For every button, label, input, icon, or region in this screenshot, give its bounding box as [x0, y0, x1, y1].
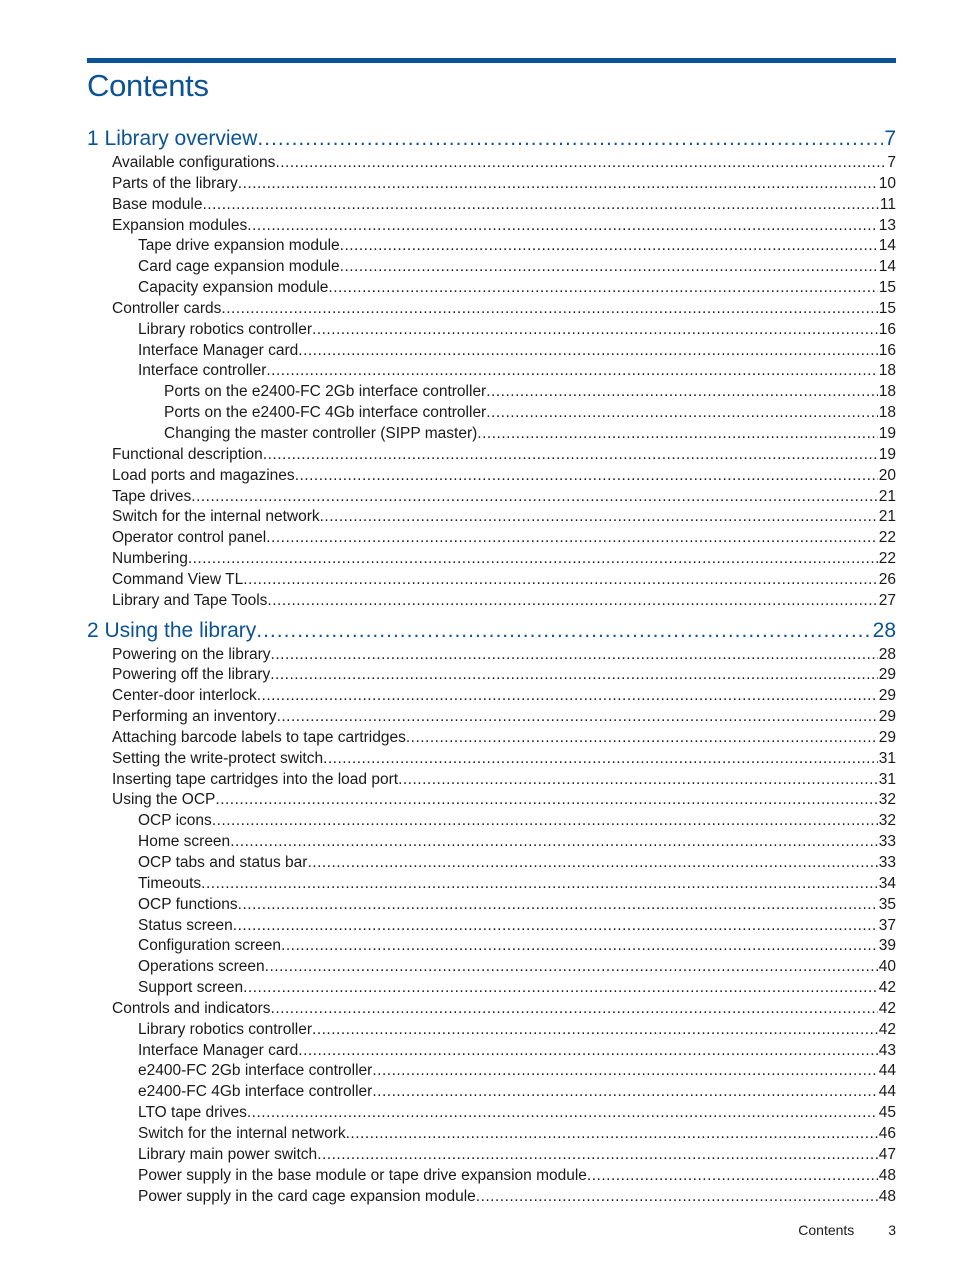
- toc-dot-leader: [340, 236, 878, 257]
- toc-dot-leader: [346, 1124, 878, 1145]
- toc-entry-title: Operations screen: [138, 958, 265, 976]
- footer-section-label: Contents: [798, 1222, 855, 1238]
- toc-dot-leader: [587, 1166, 878, 1187]
- toc-entry-title: Operator control panel: [112, 529, 267, 547]
- table-of-contents: [87, 120, 896, 1207]
- toc-dot-leader: [230, 832, 878, 853]
- toc-dot-leader: [295, 466, 878, 487]
- toc-dot-leader: [202, 195, 878, 216]
- toc-dot-leader: [317, 1145, 878, 1166]
- toc-entry-title: LTO tape drives: [138, 1104, 247, 1122]
- toc-entry[interactable]: [87, 936, 896, 957]
- toc-dot-leader: [298, 341, 877, 362]
- toc-entry[interactable]: [87, 1187, 896, 1208]
- toc-dot-leader: [307, 853, 877, 874]
- toc-entry-page: 7: [887, 154, 896, 171]
- toc-entry[interactable]: [87, 874, 896, 895]
- toc-dot-leader: [238, 174, 878, 195]
- toc-entry[interactable]: [87, 591, 896, 612]
- toc-entry-title: Library robotics controller: [138, 1020, 313, 1038]
- toc-entry[interactable]: [87, 487, 896, 508]
- toc-dot-leader: [320, 507, 878, 528]
- toc-entry[interactable]: [87, 853, 896, 874]
- toc-dot-leader: [275, 153, 886, 174]
- toc-entry-page: 21: [878, 487, 896, 505]
- toc-dot-leader: [312, 320, 878, 341]
- toc-dot-leader: [266, 361, 877, 382]
- toc-entry-page: 21: [878, 508, 896, 526]
- toc-entry-page: 18: [878, 383, 896, 401]
- toc-entry[interactable]: [87, 382, 896, 403]
- toc-entry[interactable]: [87, 978, 896, 999]
- toc-entry-page: 34: [878, 874, 896, 892]
- header-rule: [87, 58, 896, 63]
- toc-dot-leader: [266, 528, 878, 549]
- toc-dot-leader: [257, 125, 883, 153]
- toc-dot-leader: [215, 790, 877, 811]
- toc-entry-page: 15: [878, 299, 896, 317]
- toc-entry[interactable]: [87, 728, 896, 749]
- toc-entry[interactable]: [87, 278, 896, 299]
- toc-entry-page: 7: [884, 127, 896, 150]
- toc-entry-title: Using the OCP: [112, 791, 216, 809]
- toc-entry-title: Setting the write-protect switch: [112, 749, 324, 767]
- toc-entry-page: 46: [878, 1124, 896, 1142]
- toc-entry[interactable]: [87, 570, 896, 591]
- toc-entry-page: 14: [878, 237, 896, 255]
- toc-entry-page: 37: [878, 916, 896, 934]
- toc-entry-title: Performing an inventory: [112, 708, 277, 726]
- toc-entry-page: 15: [878, 279, 896, 297]
- toc-entry[interactable]: [87, 665, 896, 686]
- toc-entry-title: Timeouts: [138, 874, 202, 892]
- toc-entry-page: 11: [879, 195, 896, 213]
- toc-entry-page: 16: [878, 341, 896, 359]
- toc-entry-page: 22: [878, 550, 896, 568]
- toc-dot-leader: [247, 1103, 878, 1124]
- toc-entry-page: 18: [878, 362, 896, 380]
- toc-entry[interactable]: [87, 1124, 896, 1145]
- toc-entry[interactable]: [87, 999, 896, 1020]
- toc-entry[interactable]: [87, 216, 896, 237]
- toc-entry-page: 32: [878, 812, 896, 830]
- toc-entry-title: Center-door interlock: [112, 687, 257, 705]
- toc-entry[interactable]: [87, 811, 896, 832]
- toc-entry-title: Numbering: [112, 550, 188, 568]
- toc-entry-title: Ports on the e2400-FC 4Gb interface controller: [164, 404, 487, 422]
- toc-entry-page: 28: [878, 645, 896, 663]
- toc-entry[interactable]: [87, 549, 896, 570]
- toc-entry[interactable]: [87, 957, 896, 978]
- toc-entry-page: 31: [878, 770, 896, 788]
- toc-entry-page: 39: [878, 937, 896, 955]
- toc-dot-leader: [201, 874, 878, 895]
- toc-entry-page: 22: [878, 529, 896, 547]
- toc-entry-title: Changing the master controller (SIPP master): [164, 424, 478, 442]
- toc-dot-leader: [265, 957, 878, 978]
- toc-entry-title: e2400-FC 2Gb interface controller: [138, 1062, 373, 1080]
- toc-entry[interactable]: [87, 174, 896, 195]
- toc-dot-leader: [298, 1041, 877, 1062]
- page-title: Contents: [87, 68, 209, 103]
- toc-dot-leader: [243, 978, 878, 999]
- toc-dot-leader: [476, 1187, 878, 1208]
- toc-entry-title: Tape drive expansion module: [138, 237, 340, 255]
- toc-dot-leader: [256, 617, 871, 645]
- toc-entry-title: OCP icons: [138, 812, 212, 830]
- toc-entry-title: Interface Manager card: [138, 1041, 299, 1059]
- toc-dot-leader: [323, 749, 878, 770]
- toc-entry[interactable]: [87, 320, 896, 341]
- toc-entry[interactable]: [87, 528, 896, 549]
- toc-entry-title: Power supply in the card cage expansion module: [138, 1187, 476, 1205]
- toc-entry[interactable]: [87, 257, 896, 278]
- toc-entry-page: 19: [878, 445, 896, 463]
- toc-entry-page: 19: [878, 424, 896, 442]
- toc-entry-page: 14: [878, 258, 896, 276]
- toc-entry[interactable]: [87, 1020, 896, 1041]
- toc-entry[interactable]: [87, 195, 896, 216]
- toc-dot-leader: [191, 487, 877, 508]
- toc-entry[interactable]: [87, 1082, 896, 1103]
- toc-entry-title: Ports on the e2400-FC 2Gb interface controller: [164, 383, 487, 401]
- toc-entry-title: Base module: [112, 195, 203, 213]
- toc-entry-page: 18: [878, 404, 896, 422]
- toc-dot-leader: [271, 645, 878, 666]
- toc-entry[interactable]: [87, 686, 896, 707]
- toc-dot-leader: [406, 728, 878, 749]
- toc-entry-title: Parts of the library: [112, 174, 238, 192]
- page-footer: [798, 1222, 896, 1238]
- toc-entry-page: 29: [878, 687, 896, 705]
- toc-entry-page: 42: [878, 979, 896, 997]
- toc-entry[interactable]: [87, 749, 896, 770]
- toc-entry-title: Powering off the library: [112, 666, 271, 684]
- toc-entry[interactable]: [87, 770, 896, 791]
- toc-entry-page: 29: [878, 708, 896, 726]
- toc-entry[interactable]: [87, 424, 896, 445]
- toc-entry-page: 42: [878, 999, 896, 1017]
- toc-dot-leader: [372, 1061, 877, 1082]
- toc-dot-leader: [372, 1082, 877, 1103]
- toc-dot-leader: [486, 403, 878, 424]
- toc-entry[interactable]: [87, 916, 896, 937]
- toc-chapter-entry[interactable]: [87, 617, 896, 645]
- toc-entry[interactable]: [87, 1166, 896, 1187]
- toc-entry[interactable]: [87, 895, 896, 916]
- footer-page-number: 3: [888, 1222, 896, 1238]
- toc-entry[interactable]: [87, 1103, 896, 1124]
- toc-entry-title: Home screen: [138, 833, 231, 851]
- toc-entry-page: 31: [878, 749, 896, 767]
- toc-entry-title: Load ports and magazines: [112, 466, 295, 484]
- toc-entry-title: OCP tabs and status bar: [138, 854, 308, 871]
- toc-dot-leader: [267, 591, 877, 612]
- toc-entry-title: OCP functions: [138, 895, 238, 913]
- toc-entry-title: Expansion modules: [112, 216, 248, 234]
- toc-entry[interactable]: [87, 1041, 896, 1062]
- toc-entry-title: Controls and indicators: [112, 999, 271, 1017]
- toc-entry-title: Powering on the library: [112, 645, 271, 663]
- toc-dot-leader: [312, 1020, 878, 1041]
- toc-entry-title: Capacity expansion module: [138, 279, 329, 297]
- toc-entry-title: Attaching barcode labels to tape cartridges: [112, 728, 406, 746]
- toc-entry[interactable]: [87, 1061, 896, 1082]
- toc-entry[interactable]: [87, 403, 896, 424]
- toc-dot-leader: [270, 665, 878, 686]
- toc-entry-page: 45: [878, 1104, 896, 1122]
- toc-entry-title: Command View TL: [112, 570, 244, 588]
- toc-dot-leader: [477, 424, 877, 445]
- toc-entry-title: Power supply in the base module or tape drive expansion module: [138, 1166, 587, 1184]
- toc-dot-leader: [340, 257, 878, 278]
- toc-dot-leader: [238, 895, 878, 916]
- toc-entry-title: Tape drives: [112, 487, 192, 505]
- toc-entry-page: 44: [878, 1083, 896, 1101]
- toc-entry-page: 13: [878, 216, 896, 234]
- toc-entry[interactable]: [87, 1145, 896, 1166]
- toc-entry-title: Support screen: [138, 979, 244, 997]
- toc-dot-leader: [271, 999, 878, 1020]
- toc-entry-page: 40: [878, 958, 896, 976]
- toc-entry[interactable]: [87, 645, 896, 666]
- toc-entry-page: 44: [878, 1062, 896, 1080]
- toc-entry-page: 33: [878, 833, 896, 851]
- toc-entry[interactable]: [87, 341, 896, 362]
- toc-entry-title: Switch for the internal network: [112, 508, 320, 526]
- toc-entry[interactable]: [87, 466, 896, 487]
- toc-entry-title: Library and Tape Tools: [112, 591, 268, 609]
- toc-entry-page: 32: [878, 791, 896, 809]
- toc-entry[interactable]: [87, 445, 896, 466]
- toc-entry-title: 2 Using the library: [87, 618, 257, 642]
- toc-entry[interactable]: [87, 153, 896, 174]
- toc-dot-leader: [281, 936, 878, 957]
- toc-entry[interactable]: [87, 832, 896, 853]
- toc-dot-leader: [486, 382, 878, 403]
- toc-entry-title: Interface Manager card: [138, 341, 299, 359]
- toc-entry-title: Library robotics controller: [138, 320, 313, 338]
- toc-entry-page: 16: [878, 320, 896, 338]
- toc-entry-page: 42: [878, 1020, 896, 1038]
- toc-chapter-entry[interactable]: [87, 125, 896, 153]
- toc-entry-title: 1 Library overview: [87, 127, 258, 150]
- toc-entry-page: 33: [878, 854, 896, 871]
- toc-entry-title: Inserting tape cartridges into the load port: [112, 770, 399, 788]
- toc-entry-page: 48: [878, 1187, 896, 1205]
- toc-dot-leader: [212, 811, 878, 832]
- toc-entry-page: 26: [878, 570, 896, 588]
- toc-entry-page: 47: [878, 1145, 896, 1163]
- toc-entry-page: 29: [878, 728, 896, 746]
- toc-entry-title: Interface controller: [138, 362, 267, 380]
- toc-dot-leader: [257, 686, 878, 707]
- toc-entry-title: Status screen: [138, 916, 233, 934]
- toc-dot-leader: [247, 216, 877, 237]
- toc-entry-page: 48: [878, 1166, 896, 1184]
- toc-entry-page: 29: [878, 666, 896, 684]
- toc-entry-title: Configuration screen: [138, 937, 282, 955]
- toc-entry[interactable]: [87, 299, 896, 320]
- toc-entry-page: 10: [878, 174, 896, 192]
- toc-dot-leader: [188, 549, 878, 570]
- toc-entry[interactable]: [87, 707, 896, 728]
- toc-entry-page: 43: [878, 1041, 896, 1059]
- toc-dot-leader: [233, 916, 878, 937]
- toc-entry-title: Library main power switch: [138, 1145, 318, 1163]
- toc-entry-page: 27: [878, 591, 896, 609]
- toc-entry-title: Functional description: [112, 445, 263, 463]
- toc-entry-page: 35: [878, 895, 896, 913]
- toc-dot-leader: [398, 770, 878, 791]
- toc-entry-title: Switch for the internal network: [138, 1124, 346, 1142]
- toc-dot-leader: [328, 278, 877, 299]
- toc-entry-title: Available configurations: [112, 154, 276, 171]
- toc-entry-title: Card cage expansion module: [138, 258, 340, 276]
- toc-entry-title: Controller cards: [112, 299, 222, 317]
- toc-entry[interactable]: [87, 236, 896, 257]
- toc-dot-leader: [221, 299, 877, 320]
- toc-dot-leader: [277, 707, 878, 728]
- toc-entry-page: 28: [872, 618, 896, 642]
- toc-dot-leader: [263, 445, 878, 466]
- toc-entry[interactable]: [87, 361, 896, 382]
- toc-entry-page: 20: [878, 466, 896, 484]
- toc-entry-title: e2400-FC 4Gb interface controller: [138, 1083, 373, 1101]
- toc-entry[interactable]: [87, 507, 896, 528]
- toc-entry[interactable]: [87, 790, 896, 811]
- toc-dot-leader: [243, 570, 878, 591]
